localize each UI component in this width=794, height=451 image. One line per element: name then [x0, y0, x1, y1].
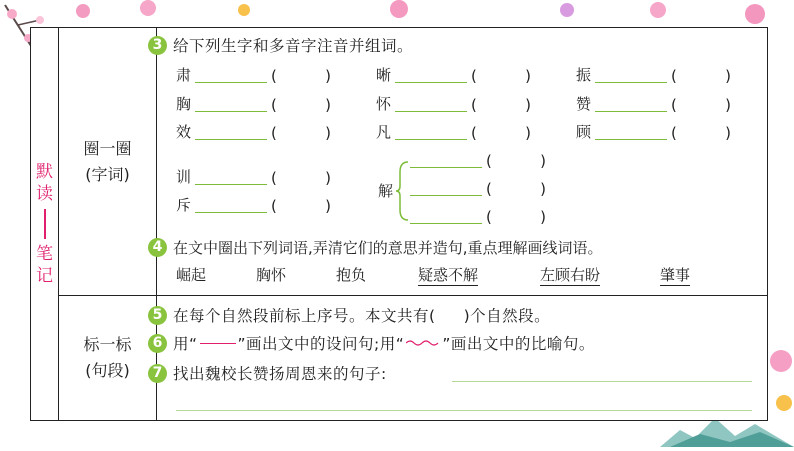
flower-icon [390, 0, 408, 18]
section-label-line2: (句段) [85, 361, 130, 380]
side-title-char: 默 [36, 162, 53, 182]
char: 训 [176, 168, 192, 186]
char: 赞 [576, 95, 592, 113]
char-entry [176, 93, 331, 114]
answer-blank[interactable] [195, 97, 267, 112]
vocab-word-underlined: 疑惑不解 [418, 266, 479, 284]
side-title-char: 记 [36, 266, 53, 286]
answer-blank[interactable] [195, 170, 267, 185]
answer-blank[interactable] [195, 125, 267, 140]
char-entry [176, 194, 331, 215]
answer-blank[interactable] [595, 68, 667, 83]
answer-blank[interactable] [410, 209, 482, 224]
worksheet-table [30, 27, 768, 421]
side-title-char: 笔 [36, 244, 53, 264]
char: 振 [576, 66, 592, 84]
char: 肃 [176, 66, 192, 84]
vocab-word-underlined: 肇事 [660, 266, 691, 284]
char: 顾 [576, 123, 592, 141]
char-entry [576, 64, 731, 85]
flower-icon [770, 350, 792, 372]
row-separator [59, 295, 767, 296]
char-entry [376, 121, 531, 142]
answer-blank[interactable] [595, 97, 667, 112]
char-entry [406, 153, 546, 170]
section-label-line1: 圈一圈 [83, 138, 132, 158]
answer-line[interactable] [452, 381, 752, 382]
flower-icon [76, 4, 90, 18]
char-entry [176, 166, 331, 187]
flower-icon [776, 395, 792, 411]
flower-icon [560, 3, 574, 17]
question-text: ”画出文中的比喻句。 [442, 335, 595, 353]
char-entry [376, 64, 531, 85]
char: 效 [176, 123, 192, 141]
flower-icon [650, 2, 666, 18]
char-entry [176, 64, 331, 85]
question-number-badge: 7 [148, 364, 167, 383]
answer-blank[interactable] [195, 198, 267, 213]
answer-line[interactable] [176, 410, 752, 411]
char: 晰 [376, 66, 392, 84]
question-text: 用“ [173, 335, 198, 353]
char-entry [406, 181, 546, 198]
question-number-badge: 4 [148, 238, 167, 257]
vocab-word-underlined: 左顾右盼 [540, 266, 601, 284]
char-entry [376, 93, 531, 114]
question-text: )个自然段。 [463, 307, 551, 325]
answer-blank[interactable] [410, 153, 482, 168]
question-5 [148, 304, 550, 326]
char-entry [406, 209, 546, 226]
flower-icon [140, 0, 156, 16]
char: 胸 [176, 95, 192, 113]
section-label-words [59, 28, 157, 295]
question-text: 找出魏校长赞扬周恩来的句子: [173, 365, 387, 383]
answer-blank[interactable] [395, 97, 467, 112]
question-7 [148, 362, 387, 384]
section-label-sentences [59, 296, 157, 420]
char: 怀 [376, 95, 392, 113]
flower-icon [238, 4, 250, 16]
wavy-line-icon [406, 339, 440, 347]
question-6 [148, 332, 595, 354]
char-entry [176, 121, 331, 142]
vocab-word: 胸怀 [256, 266, 287, 284]
straight-line-icon [200, 343, 236, 344]
question-number-badge: 6 [148, 334, 167, 353]
question-text: 给下列生字和多音字注音并组词。 [173, 37, 414, 55]
answer-blank[interactable] [595, 125, 667, 140]
side-title-char: 读 [36, 184, 53, 204]
question-text: ”画出文中的设问句;用“ [237, 335, 405, 353]
answer-blank[interactable] [195, 68, 267, 83]
question-number-badge: 3 [148, 36, 167, 55]
side-title [31, 28, 59, 420]
polyphonic-char: 解 [378, 182, 394, 200]
question-4 [148, 237, 603, 258]
answer-blank[interactable] [410, 181, 482, 196]
char: 斥 [176, 196, 192, 214]
question-text: 在每个自然段前标上序号。本文共有( [173, 307, 436, 325]
char-entry [576, 121, 731, 142]
flower-icon [745, 4, 765, 24]
char-entry [576, 93, 731, 114]
answer-blank[interactable] [395, 125, 467, 140]
question-text: 在文中圈出下列词语,弄清它们的意思并造句,重点理解画线词语。 [173, 239, 603, 257]
answer-blank[interactable] [395, 68, 467, 83]
section-label-line2: (字词) [85, 164, 130, 184]
divider-line [44, 209, 46, 239]
question-number-badge: 5 [148, 306, 167, 325]
question-3 [148, 34, 413, 56]
section-label-line1: 标一标 [83, 335, 132, 354]
vocab-word: 崛起 [176, 266, 207, 284]
vocab-word: 抱负 [336, 266, 367, 284]
char: 凡 [376, 123, 392, 141]
